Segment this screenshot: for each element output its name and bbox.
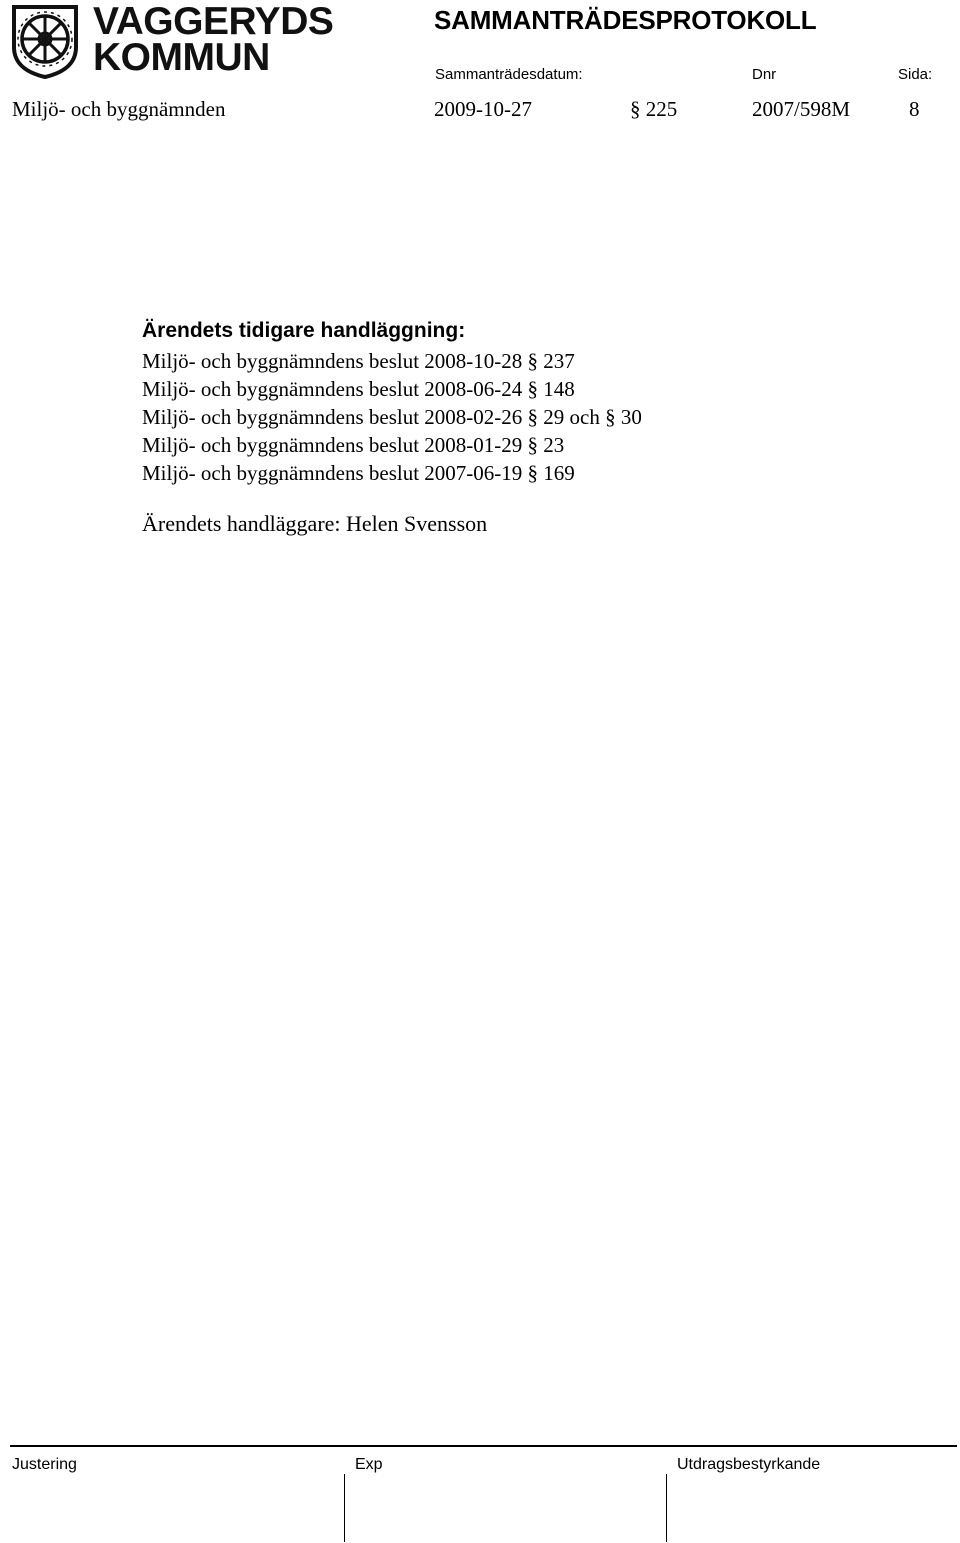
- meeting-date-label: Sammanträdesdatum:: [435, 66, 583, 83]
- footer-exp-label: Exp: [355, 1456, 383, 1473]
- footer-utdrag-label: Utdragsbestyrkande: [677, 1456, 821, 1473]
- footer-justering-label: Justering: [12, 1456, 77, 1473]
- logo-text-line1: VAGGERYDS: [93, 0, 334, 43]
- history-item: Miljö- och byggnämndens beslut 2008-01-29 § 23: [142, 433, 565, 457]
- committee-name: Miljö- och byggnämnden: [12, 97, 226, 121]
- section-heading: Ärendets tidigare handläggning:: [142, 319, 466, 342]
- meeting-date-value: 2009-10-27: [434, 97, 532, 121]
- footer-signature-divider: [344, 1474, 345, 1542]
- footer-signature-divider: [666, 1474, 667, 1542]
- logo-text-line2: KOMMUN: [93, 36, 270, 79]
- dnr-value: 2007/598M: [752, 97, 851, 121]
- dnr-label: Dnr: [752, 66, 777, 83]
- page-label: Sida:: [898, 66, 933, 83]
- footer-divider: [10, 1445, 957, 1447]
- history-item: Miljö- och byggnämndens beslut 2007-06-19 § 169: [142, 461, 575, 485]
- decision-history-list: [142, 347, 642, 487]
- case-handler: Ärendets handläggare: Helen Svensson: [142, 511, 488, 536]
- page-number: 8: [909, 97, 920, 121]
- history-item: Miljö- och byggnämndens beslut 2008-02-26 § 29 och § 30: [142, 405, 642, 429]
- paragraph-number: § 225: [630, 97, 678, 121]
- history-item: Miljö- och byggnämndens beslut 2008-10-28 § 237: [142, 349, 575, 373]
- history-item: Miljö- och byggnämndens beslut 2008-06-24 § 148: [142, 377, 575, 401]
- document-type-title: SAMMANTRÄDESPROTOKOLL: [434, 5, 817, 35]
- wheel-emblem-icon: [10, 3, 80, 79]
